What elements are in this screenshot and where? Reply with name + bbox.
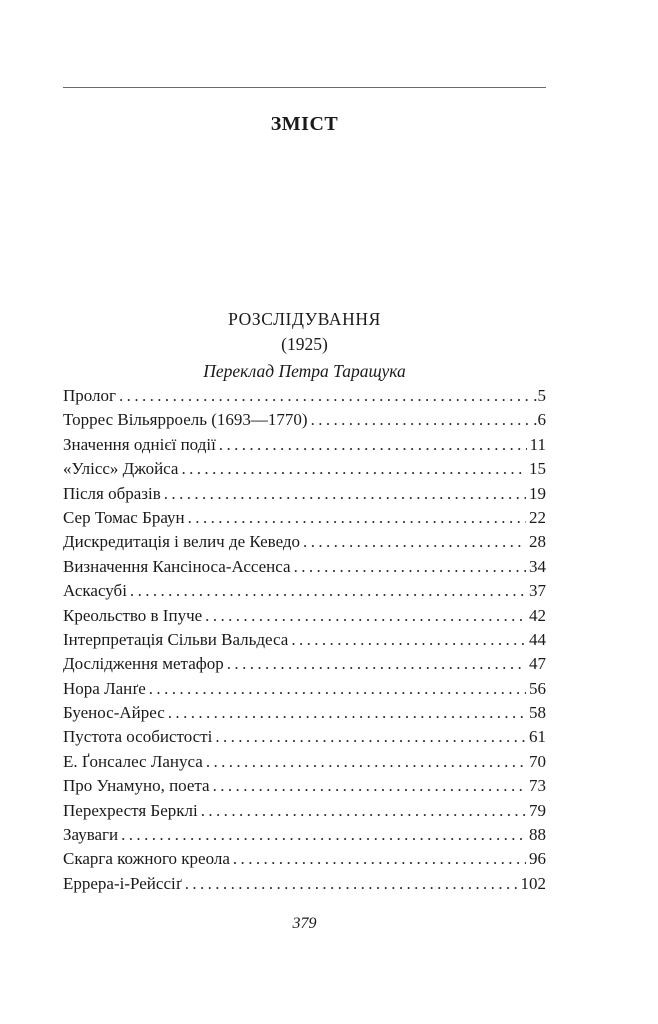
toc-entry-page: 79 [529,800,546,820]
toc-entry [63,847,546,871]
toc-entry-page: 96 [529,849,546,869]
toc-entry-title: Е. Ґонсалес Лануса [63,751,203,771]
toc-leader-dots [233,847,526,871]
toc-entry-page: 34 [529,556,546,576]
toc-leader-dots [219,433,527,457]
toc-entry-title: Скарга кожного креола [63,849,230,869]
toc-leader-dots [311,408,531,432]
toc-entry [63,530,546,554]
toc-entry [63,457,546,481]
toc-entry [63,750,546,774]
toc-entry [63,725,546,749]
toc-entry-title: Нора Ланґе [63,678,146,698]
toc-entry-title: Пролог [63,386,117,405]
toc-entry [63,482,546,506]
toc-entry-title: Після образів [63,483,161,503]
toc-entry-page: 102 [520,873,546,893]
toc-entry [63,652,546,676]
toc-entry-title: Буенос-Айрес [63,703,165,723]
toc-leader-dots [206,750,526,774]
toc-entry-title: Дискредитація і велич де Кеведо [63,532,301,552]
toc-entry-page: .6 [533,410,546,430]
toc-entry-page: 61 [529,727,546,747]
toc-entry [63,408,546,432]
toc-leader-dots [185,872,518,896]
toc-entry [63,774,546,798]
toc-entry-page: 19 [529,483,546,503]
toc-leader-dots [227,652,526,676]
toc-entry [63,384,546,408]
toc-entry-title: Еррера-і-Рейссіґ [63,873,182,893]
toc-leader-dots [121,823,526,847]
toc-entry [63,872,546,896]
toc-entry [63,555,546,579]
translator-credit: Переклад Петра Таращука [203,361,406,381]
toc-entry-page: 47 [529,654,546,674]
toc-entry-page: 70 [529,751,546,771]
toc-entry-page: 11 [529,434,546,454]
toc-entry-title: Сер Томас Браун [63,507,185,527]
toc-entry-page: 28 [529,532,546,552]
toc-entry-page: 37 [529,581,546,601]
toc-entry-page: 58 [529,703,546,723]
toc-entry-title: Креольство в Іпуче [63,605,203,625]
section-title: РОЗСЛІДУВАННЯ [228,309,381,329]
toc-leader-dots [119,384,530,408]
section-year: (1925) [281,334,328,354]
page-number: 379 [292,915,317,932]
toc-leader-dots [201,799,526,823]
toc-leader-dots [303,530,526,554]
toc-entry [63,604,546,628]
toc-entry-page: 42 [529,605,546,625]
toc-leader-dots [294,555,526,579]
toc-leader-dots [181,457,526,481]
toc-leader-dots [213,774,526,798]
page-title: ЗМІСТ [270,113,339,135]
toc-entry [63,677,546,701]
toc-leader-dots [164,482,526,506]
toc-entry-title: Визначення Кансіноса-Ассенса [63,556,291,576]
header-rule [63,87,546,88]
toc-leader-dots [130,579,526,603]
toc-entry [63,433,546,457]
toc-entry-title: Про Унамуно, поета [63,776,210,796]
toc-entry-title: Зауваги [63,825,119,845]
toc-entry-page: 15 [529,459,546,479]
toc-entry-title: Перехрестя Берклі [63,800,198,820]
toc-entry [63,506,546,530]
toc-entry [63,628,546,652]
toc-entry-title: Дослідження метафор [63,654,224,674]
table-of-contents [63,384,546,896]
toc-entry-page: .5 [533,386,546,405]
toc-entry-page: 44 [529,629,546,649]
toc-leader-dots [149,677,526,701]
toc-entry-page: 22 [529,507,546,527]
toc-leader-dots [168,701,526,725]
toc-entry-title: Значення однієї події [63,434,216,454]
toc-entry [63,799,546,823]
toc-leader-dots [215,725,526,749]
toc-entry [63,823,546,847]
toc-entry-title: Торрес Вільярроель (1693—1770) [63,410,308,430]
toc-entry [63,579,546,603]
toc-entry [63,701,546,725]
toc-entry-page: 73 [529,776,546,796]
toc-entry-title: Інтерпретація Сільви Вальдеса [63,629,289,649]
toc-leader-dots [188,506,526,530]
toc-entry-page: 88 [529,825,546,845]
toc-entry-title: Пустота особистості [63,727,213,747]
toc-leader-dots [291,628,526,652]
toc-leader-dots [205,604,526,628]
toc-entry-title: «Улісс» Джойса [63,459,179,479]
toc-entry-page: 56 [529,678,546,698]
toc-entry-title: Аскасубі [63,581,127,601]
